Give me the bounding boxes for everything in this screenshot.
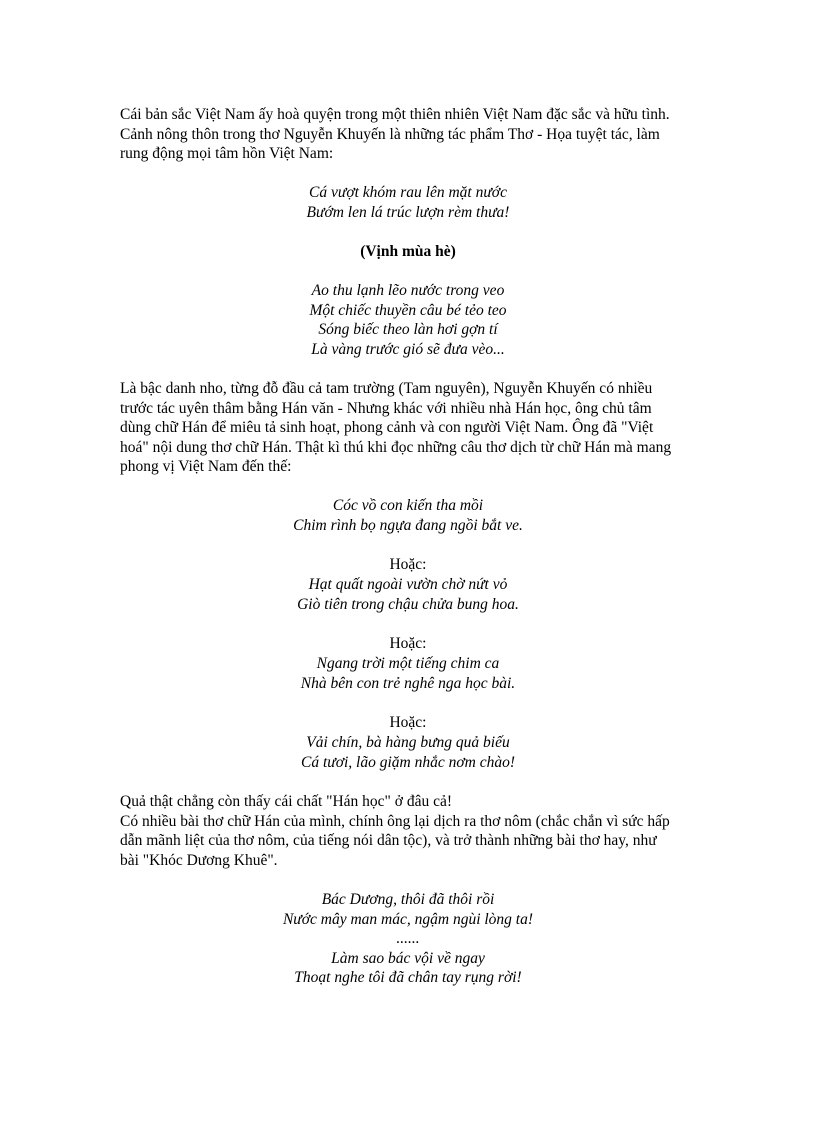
poem-stanza: [0, 281, 816, 359]
poem-line: Nhà bên con trẻ nghê nga học bài.: [300, 674, 516, 692]
intro-paragraph: [120, 105, 720, 164]
poem-line: Cóc vồ con kiến tha mồi: [332, 497, 484, 514]
poem-line: Sóng biếc theo làn hơi gợn tí: [318, 321, 498, 338]
poem-line: Giò tiên trong chậu chửa bung hoa.: [297, 595, 519, 613]
poem-stanza: [0, 183, 816, 222]
poem-line: Hạt quất ngoài vườn chờ nứt vỏ: [308, 576, 508, 593]
poem-line: Cá tươi, lão giặm nhắc nơm chào!: [301, 753, 515, 771]
poem-line: Chim rình bọ ngựa đang ngồi bắt ve.: [293, 516, 523, 534]
poem-line: Nước mây man mác, ngậm ngùi lòng ta!: [282, 910, 534, 928]
poem-line: Ao thu lạnh lẽo nước trong veo: [311, 282, 505, 299]
poem-line: Làm sao bác vội về ngay: [331, 949, 485, 967]
poem-stanza: [0, 890, 816, 988]
poem-line: Thoạt nghe tôi đã chân tay rụng rời!: [294, 969, 522, 986]
or-label: Hoặc:: [389, 556, 427, 573]
poem-stanza: [0, 496, 816, 535]
poem-line: Ngang trời một tiếng chim ca: [316, 655, 500, 672]
text-line: Cảnh nông thôn trong thơ Nguyễn Khuyến là những tác phẩm Thơ - Họa tuyệt tác, làm: [120, 125, 660, 143]
poem-line: ......: [396, 930, 420, 947]
text-line: bài "Khóc Dương Khuê".: [120, 851, 278, 869]
or-label: Hoặc:: [389, 635, 427, 652]
text-line: Có nhiều bài thơ chữ Hán của mình, chính ông lại dịch ra thơ nôm (chắc chắn vì sức hấp: [120, 812, 670, 830]
poem-line: Một chiếc thuyền câu bé tẻo teo: [309, 301, 507, 319]
poem-line: Bướm len lá trúc lượn rèm thưa!: [306, 203, 510, 221]
text-line: dẫn mãnh liệt của thơ nôm, của tiếng nói dân tộc), và trở thành những bài thơ hay, như: [120, 832, 657, 849]
text-line: Quả thật chẳng còn thấy cái chất "Hán học" ở đâu cả!: [120, 793, 453, 810]
poem-line: Bác Dương, thôi đã thôi rồi: [321, 891, 495, 908]
text-line: Là bậc danh nho, từng đỗ đầu cả tam trường (Tam nguyên), Nguyễn Khuyến có nhiều: [120, 380, 653, 397]
body-paragraph: [120, 379, 720, 477]
poem-line: Là vàng trước gió sẽ đưa vèo...: [311, 340, 505, 358]
text-line: rung động mọi tâm hồn Việt Nam:: [120, 145, 334, 162]
or-label: Hoặc:: [389, 714, 427, 731]
text-line: Cái bản sắc Việt Nam ấy hoà quyện trong một thiên nhiên Việt Nam đặc sắc và hữu tình.: [120, 106, 670, 123]
text-line: phong vị Việt Nam đến thế:: [120, 458, 292, 475]
text-line: dùng chữ Hán để miêu tả sinh hoạt, phong cảnh và con người Việt Nam. Ông đã "Việt: [120, 419, 654, 436]
poem-stanza: [0, 654, 816, 693]
poem-title: (Vịnh mùa hè): [360, 243, 456, 260]
poem-line: Vải chín, bà hàng bưng quả biếu: [306, 734, 510, 751]
body-paragraph: [120, 792, 720, 870]
text-line: hoá" nội dung thơ chữ Hán. Thật kì thú khi đọc những câu thơ dịch từ chữ Hán mà mang: [120, 438, 672, 456]
text-line: trước tác uyên thâm bằng Hán văn - Nhưng khác với nhiều nhà Hán học, ông chủ tâm: [120, 399, 652, 417]
poem-line: Cá vượt khóm rau lên mặt nước: [309, 184, 507, 201]
poem-stanza: [0, 733, 816, 772]
poem-stanza: [0, 575, 816, 614]
